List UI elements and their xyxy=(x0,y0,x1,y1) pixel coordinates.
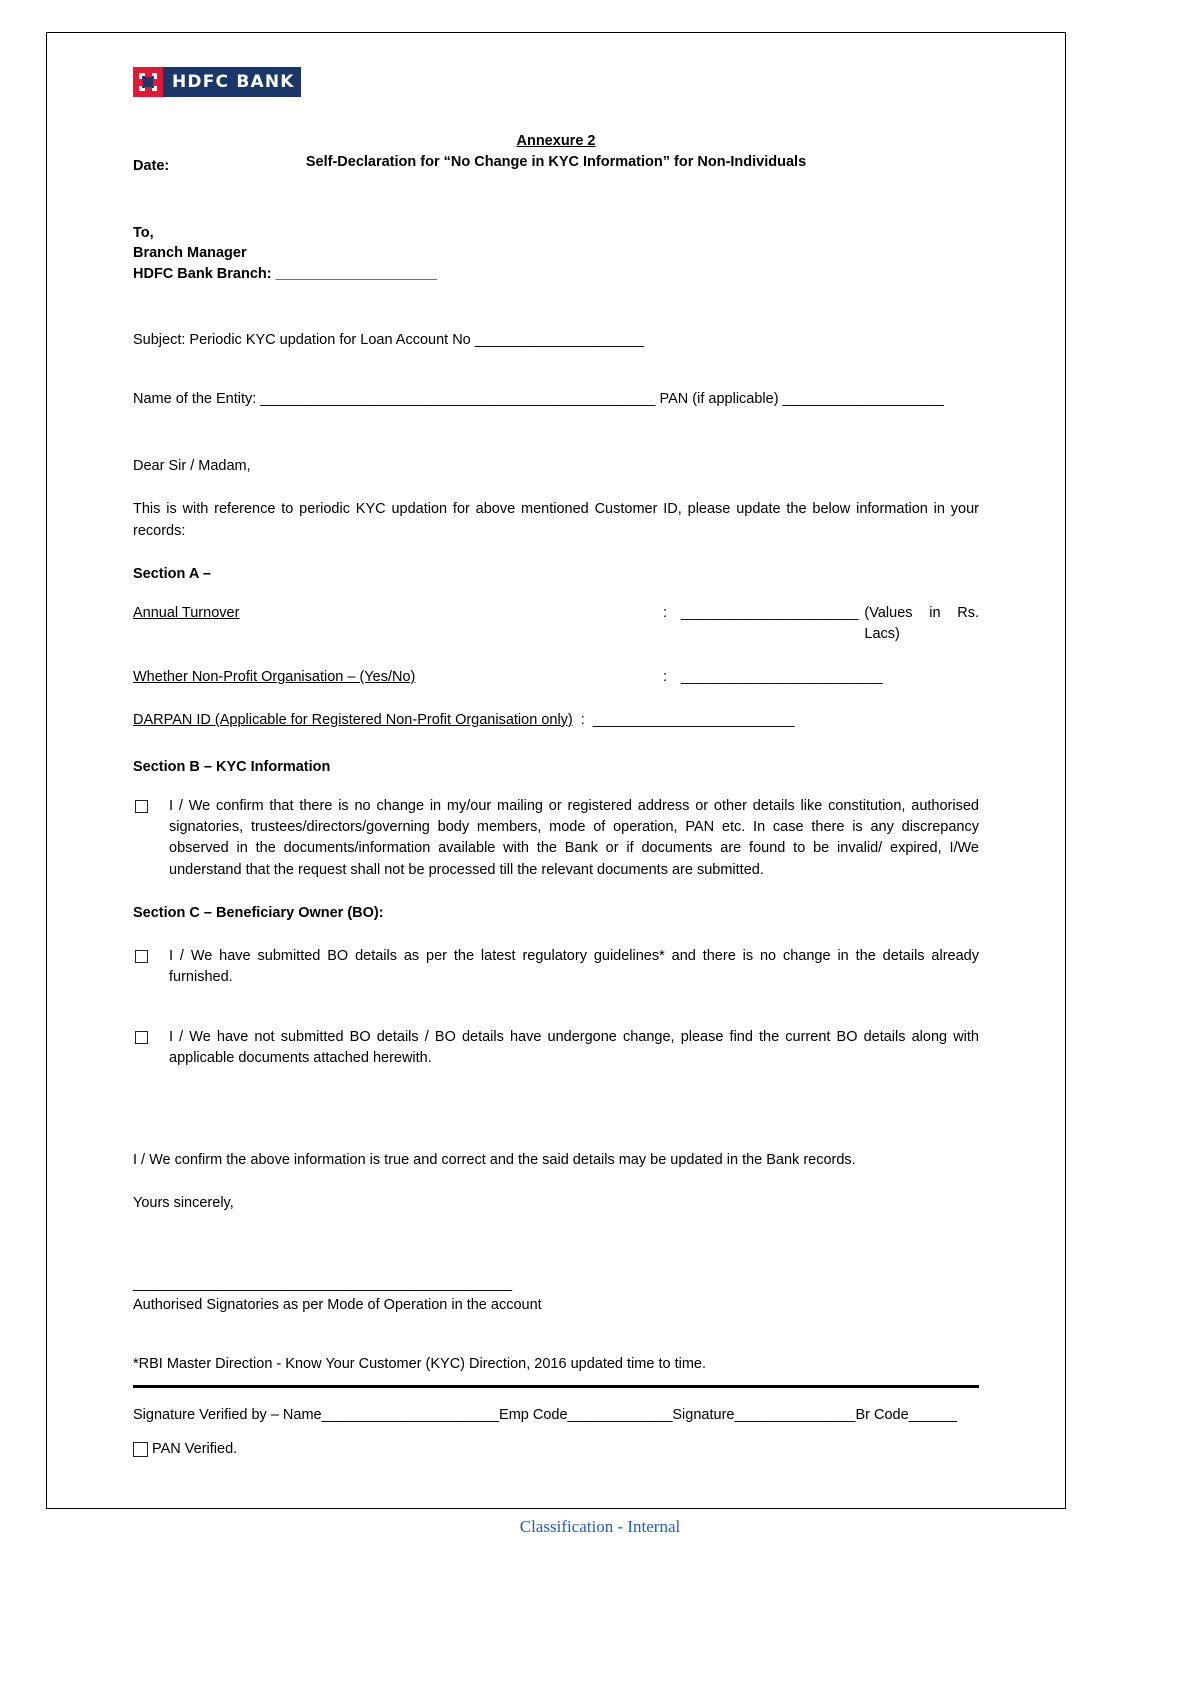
classification-footer: Classification - Internal xyxy=(519,1517,681,1536)
darpan-row xyxy=(133,710,979,731)
verification-signature-blank[interactable]: _______________ xyxy=(734,1406,856,1423)
annual-turnover-blank[interactable]: ______________________ xyxy=(681,604,859,621)
salutation: Dear Sir / Madam, xyxy=(133,458,251,475)
section-b-item-1-text: I / We confirm that there is no change in my/our mailing or registered address or other details like constitution, authorised signatories, trustees/directors/governing body members, mode of operation, PAN etc. In case there is any discrepancy observed in the documents/information available with the Bank or if documents are found to be invalid/ expired, I/We understand that the request shall not be processed till the relevant documents are submitted. xyxy=(169,797,979,878)
section-divider xyxy=(133,1385,979,1388)
section-c-item-1-text: I / We have submitted BO details as per the latest regulatory guidelines* and there is no change in the details already furnished. xyxy=(169,947,979,986)
annual-turnover-row xyxy=(133,603,979,645)
checkbox-icon[interactable] xyxy=(135,1031,148,1044)
entity-name-label: Name of the Entity: xyxy=(133,391,261,408)
br-code-blank[interactable]: ______ xyxy=(908,1406,958,1423)
hdfc-logo-mark-icon xyxy=(133,67,163,97)
emp-code-label: Emp Code xyxy=(499,1406,568,1423)
pan-blank[interactable]: ____________________ xyxy=(782,391,944,408)
section-c-item-2-text: I / We have not submitted BO details / BO details have undergone change, please find the current BO details along with applicable documents attached herewith. xyxy=(169,1028,979,1067)
confirmation-statement: I / We confirm the above information is true and correct and the said details may be updated in the Bank records. xyxy=(133,1151,856,1168)
entity-field xyxy=(133,389,979,410)
checkbox-icon[interactable] xyxy=(135,800,148,813)
darpan-colon: : xyxy=(580,711,585,728)
section-b-heading: Section B – KYC Information xyxy=(133,758,331,775)
branch-blank[interactable]: ____________________ xyxy=(275,265,437,282)
rbi-footnote: *RBI Master Direction - Know Your Customer (KYC) Direction, 2016 updated time to time. xyxy=(133,1355,706,1372)
annexure-title xyxy=(133,131,979,152)
verification-prefix: Signature Verified by – Name xyxy=(133,1406,322,1423)
subject-label: Subject: Periodic KYC updation for Loan Account No xyxy=(133,332,475,349)
section-c-heading: Section C – Beneficiary Owner (BO): xyxy=(133,905,384,922)
emp-code-blank[interactable]: _____________ xyxy=(567,1406,673,1423)
addressee-to: To, xyxy=(133,224,154,241)
section-b-item-1 xyxy=(133,796,979,882)
pan-verified-checkbox-icon[interactable] xyxy=(133,1442,148,1457)
branch-field xyxy=(133,264,979,285)
darpan-label: DARPAN ID (Applicable for Registered Non-Profit Organisation only) xyxy=(133,711,573,728)
pan-verified-row xyxy=(133,1441,979,1457)
document-subtitle: Self-Declaration for “No Change in KYC Information” for Non-Individuals xyxy=(305,154,807,171)
section-c-item-1 xyxy=(133,946,979,989)
sign-off: Yours sincerely, xyxy=(133,1194,234,1211)
non-profit-blank[interactable]: _________________________ xyxy=(681,668,883,685)
document-body xyxy=(133,67,979,1457)
subject-field xyxy=(133,330,979,351)
annual-turnover-suffix: (Values in Rs. Lacs) xyxy=(864,604,979,642)
hdfc-logo-text: HDFC BANK xyxy=(172,72,295,92)
signature-blank[interactable]: _______________________________________________ xyxy=(133,1275,513,1292)
annexure-label: Annexure 2 xyxy=(516,133,596,149)
section-a-heading: Section A – xyxy=(133,566,211,583)
loan-account-no-blank[interactable]: _____________________ xyxy=(474,332,645,349)
pan-verified-label: PAN Verified. xyxy=(152,1441,238,1458)
annual-turnover-colon: : xyxy=(663,604,668,621)
document-page xyxy=(46,32,1066,1509)
darpan-blank[interactable]: _________________________ xyxy=(592,711,795,728)
verification-name-blank[interactable]: ______________________ xyxy=(321,1406,500,1423)
non-profit-label: Whether Non-Profit Organisation – (Yes/No) xyxy=(133,668,416,685)
entity-name-blank[interactable]: _________________________________________________ xyxy=(260,391,656,408)
signature-label: Signature xyxy=(672,1406,735,1423)
addressee-branch-manager: Branch Manager xyxy=(133,245,247,262)
pan-label: PAN (if applicable) xyxy=(655,391,783,408)
annual-turnover-label: Annual Turnover xyxy=(133,604,240,621)
non-profit-colon: : xyxy=(663,668,668,685)
signatory-caption: Authorised Signatories as per Mode of Operation in the account xyxy=(133,1296,542,1313)
non-profit-row xyxy=(133,667,979,688)
hdfc-bank-logo xyxy=(133,67,301,97)
checkbox-icon[interactable] xyxy=(135,950,148,963)
intro-paragraph: This is with reference to periodic KYC updation for above mentioned Customer ID, please update the below information in your records: xyxy=(133,501,979,539)
branch-label: HDFC Bank Branch: xyxy=(133,265,276,282)
br-code-label: Br Code xyxy=(855,1406,909,1423)
signature-verification-row xyxy=(133,1402,979,1430)
date-label: Date: xyxy=(133,158,170,175)
section-c-item-2 xyxy=(133,1027,979,1070)
